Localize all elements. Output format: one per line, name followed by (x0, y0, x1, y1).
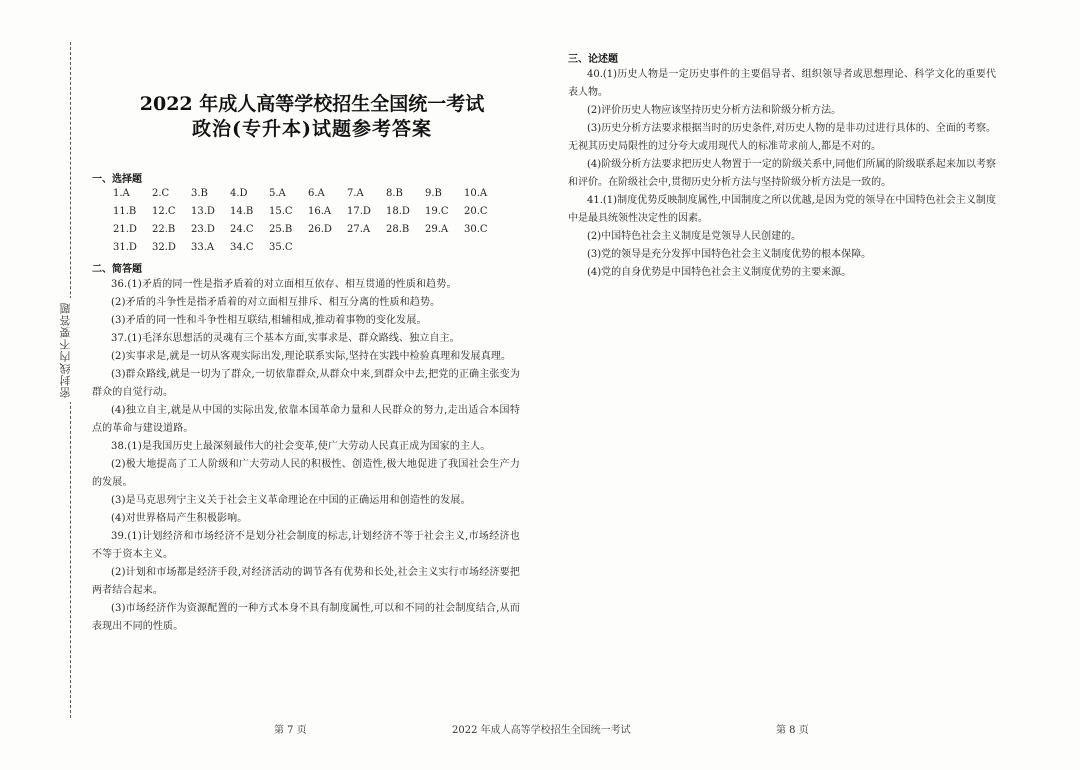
choice-answer: 31.D (113, 242, 137, 253)
answer-paragraph: (2)中国特色社会主义制度是党领导人民创建的。 (587, 231, 802, 242)
choice-answer: 10.A (464, 188, 488, 199)
answer-paragraph: 39.(1)计划经济和市场经济不是划分社会制度的标志,计划经济不等于社会主义,市场经济也不等于资本主义。 (92, 531, 520, 560)
choice-answer: 5.A (269, 188, 286, 199)
choice-answer: 4.D (230, 188, 248, 199)
answer-paragraph: (3)是马克思列宁主义关于社会主义革命理论在中国的正确运用和创造性的发展。 (111, 495, 471, 506)
choice-answer: 11.B (113, 206, 137, 217)
choice-answer: 21.D (113, 224, 137, 235)
choice-answer: 6.A (308, 188, 325, 199)
choice-answer: 35.C (269, 242, 293, 253)
page-subtitle: 政治(专升本)试题参考答案 (192, 118, 432, 140)
choice-answer: 18.D (386, 206, 410, 217)
answer-paragraph: 36.(1)矛盾的同一性是指矛盾着的对立面相互依存、相互贯通的性质和趋势。 (111, 279, 457, 290)
answer-paragraph: 38.(1)是我国历史上最深刻最伟大的社会变革,使广大劳动人民真正成为国家的主人。 (111, 441, 491, 452)
choice-answer: 1.A (113, 188, 130, 199)
choice-answer: 7.A (347, 188, 364, 199)
answer-paragraph: (3)党的领导是充分发挥中国特色社会主义制度优势的根本保障。 (587, 249, 872, 260)
page-number-right: 第 8 页 (776, 725, 809, 736)
answer-paragraph: (2)实事求是,就是一切从客观实际出发,理论联系实际,坚持在实践中检验真理和发展真理。 (111, 351, 512, 362)
choice-answer: 23.D (191, 224, 215, 235)
binding-strip-label: 密封线内不要答题 (59, 298, 81, 402)
answer-paragraph: (2)计划和市场都是经济手段,对经济活动的调节各有优势和长处,社会主义实行市场经济要把两者结合起来。 (92, 567, 520, 596)
section-heading-short-answer: 二、简答题 (92, 264, 142, 275)
answer-paragraph: (3)历史分析方法要求根据当时的历史条件,对历史人物的是非功过进行具体的、全面的考察。无视其历史局限性的过分夸大或用现代人的标准苛求前人,都是不对的。 (568, 123, 996, 152)
choice-answer: 14.B (230, 206, 254, 217)
page-title: 2022 年成人高等学校招生全国统一考试 (139, 93, 485, 115)
choice-answer: 2.C (152, 188, 170, 199)
answer-paragraph: (3)矛盾的同一性和斗争性相互联结,相辅相成,推动着事物的变化发展。 (111, 315, 427, 326)
answer-paragraph: 40.(1)历史人物是一定历史事件的主要倡导者、组织领导者或思想理论、科学文化的重要代表人物。 (568, 69, 996, 98)
page-number-left: 第 7 页 (274, 725, 307, 736)
answer-paragraph: (4)阶级分析方法要求把历史人物置于一定的阶级关系中,同他们所属的阶级联系起来加以考察和评价。在阶级社会中,贯彻历史分析方法与坚持阶级分析方法是一致的。 (568, 159, 996, 188)
section-heading-choice: 一、选择题 (92, 174, 142, 185)
section-heading-essay: 三、论述题 (568, 54, 618, 65)
short-answer-body (92, 276, 520, 636)
choice-answer: 16.A (308, 206, 332, 217)
choice-answer: 34.C (230, 242, 254, 253)
answer-paragraph: 37.(1)毛泽东思想活的灵魂有三个基本方面,实事求是、群众路线、独立自主。 (111, 333, 460, 344)
answer-paragraph: 41.(1)制度优势反映制度属性,中国制度之所以优越,是因为党的领导在中国特色社会主义制度中是最具统领性决定性的因素。 (568, 195, 996, 224)
choice-answer: 32.D (152, 242, 176, 253)
choice-answer: 24.C (230, 224, 254, 235)
choice-answer: 25.B (269, 224, 293, 235)
answer-paragraph: (3)市场经济作为资源配置的一种方式本身不具有制度属性,可以和不同的社会制度结合,从而表现出不同的性质。 (92, 603, 520, 632)
choice-answer: 17.D (347, 206, 371, 217)
choice-answer: 30.C (464, 224, 488, 235)
choice-answer: 22.B (152, 224, 176, 235)
choice-answer: 13.D (191, 206, 215, 217)
answer-paragraph: (4)党的自身优势是中国特色社会主义制度优势的主要来源。 (587, 267, 852, 278)
choice-answer: 28.B (386, 224, 410, 235)
choice-answer-grid (113, 188, 503, 260)
answer-paragraph: (2)评价历史人物应该坚持历史分析方法和阶级分析方法。 (587, 105, 842, 116)
answer-paragraph: (4)对世界格局产生积极影响。 (111, 513, 248, 524)
choice-answer: 33.A (191, 242, 215, 253)
choice-answer: 9.B (425, 188, 442, 199)
answer-paragraph: (2)矛盾的斗争性是指矛盾着的对立面相互排斥、相互分离的性质和趋势。 (111, 297, 441, 308)
choice-answer: 29.A (425, 224, 449, 235)
choice-answer: 12.C (152, 206, 176, 217)
answer-paragraph: (4)独立自主,就是从中国的实际出发,依靠本国革命力量和人民群众的努力,走出适合本国特点的革命与建设道路。 (92, 405, 520, 434)
choice-answer: 8.B (386, 188, 403, 199)
choice-answer: 27.A (347, 224, 371, 235)
choice-answer: 26.D (308, 224, 332, 235)
choice-answer: 20.C (464, 206, 488, 217)
choice-answer: 3.B (191, 188, 208, 199)
footer-exam-title: 2022 年成人高等学校招生全国统一考试 (452, 725, 631, 736)
answer-paragraph: (3)群众路线,就是一切为了群众,一切依靠群众,从群众中来,到群众中去,把党的正确主张变为群众的自觉行动。 (92, 369, 520, 398)
choice-answer: 19.C (425, 206, 449, 217)
choice-answer: 15.C (269, 206, 293, 217)
answer-paragraph: (2)极大地提高了工人阶级和广大劳动人民的积极性、创造性,极大地促进了我国社会生产力的发展。 (92, 459, 520, 488)
essay-answer-body (568, 66, 996, 282)
